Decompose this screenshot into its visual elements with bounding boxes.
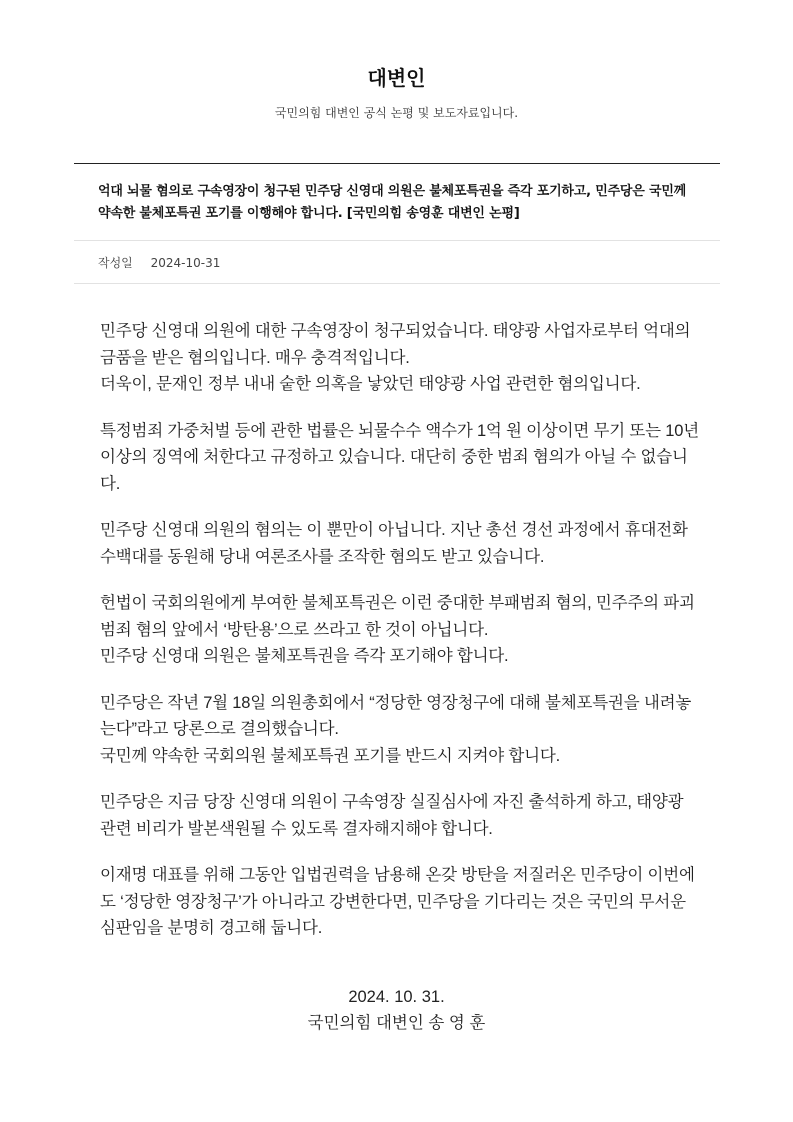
paragraph-6 xyxy=(100,789,700,842)
article-body xyxy=(100,318,700,962)
paragraph-line: 민주당은 지금 당장 신영대 의원이 구속영장 실질심사에 자진 출석하게 하고, 태양광 관련 비리가 발본색원될 수 있도록 결자해지해야 합니다. xyxy=(100,793,684,838)
page-subtitle: 국민의힘 대변인 공식 논평 및 보도자료입니다. xyxy=(274,106,519,120)
date-label: 작성일 xyxy=(98,256,133,270)
header-divider xyxy=(74,163,720,164)
paragraph-line: 더욱이, 문재인 정부 내내 숱한 의혹을 낳았던 태양광 사업 관련한 혐의입니다. xyxy=(100,375,641,393)
paragraph-7 xyxy=(100,862,700,942)
paragraph-line: 민주당 신영대 의원은 불체포특권을 즉각 포기해야 합니다. xyxy=(100,647,509,665)
article-title: 억대 뇌물 혐의로 구속영장이 청구된 민주당 신영대 의원은 불체포특권을 즉각 포기하고, 민주당은 국민께 약속한 불체포특권 포기를 이행해야 합니다. [국민의힘 송영훈 대변인 논평] xyxy=(98,184,687,221)
paragraph-2 xyxy=(100,418,700,498)
paragraph-1 xyxy=(100,318,700,398)
paragraph-5 xyxy=(100,690,700,770)
paragraph-line: 특정범죄 가중처벌 등에 관한 법률은 뇌물수수 액수가 1억 원 이상이면 무기 또는 10년 이상의 징역에 처한다고 규정하고 있습니다. 대단히 중한 범죄 혐의가 아닐 수 없습니다. xyxy=(100,421,699,493)
page-title: 대변인 xyxy=(367,66,426,90)
paragraph-line: 국민께 약속한 국회의원 불체포특권 포기를 반드시 지켜야 합니다. xyxy=(100,746,561,765)
paragraph-line: 민주당은 작년 7월 18일 의원총회에서 “정당한 영장청구에 대해 불체포특권을 내려놓는다”라고 당론으로 결의했습니다. xyxy=(100,693,692,738)
article-meta xyxy=(98,254,220,271)
paragraph-4 xyxy=(100,590,700,670)
signature-author: 국민의힘 대변인 송 영 훈 xyxy=(307,1014,486,1032)
title-divider xyxy=(74,240,720,241)
paragraph-line: 헌법이 국회의원에게 부여한 불체포특권은 이런 중대한 부패범죄 혐의, 민주주의 파괴 범죄 혐의 앞에서 ‘방탄용’으로 쓰라고 한 것이 아닙니다. xyxy=(100,594,695,639)
meta-divider xyxy=(74,283,720,284)
paragraph-line: 이재명 대표를 위해 그동안 입법권력을 남용해 온갖 방탄을 저질러온 민주당이 이번에도 ‘정당한 영장청구’가 아니라고 강변한다면, 민주당을 기다리는 것은 국민의 무서운 심판임을 분명히 경고해 둡니다. xyxy=(100,866,695,937)
date-value: 2024-10-31 xyxy=(150,256,221,270)
paragraph-3 xyxy=(100,517,700,570)
signature-block xyxy=(0,984,793,1036)
signature-date: 2024. 10. 31. xyxy=(348,988,445,1006)
paragraph-line: 민주당 신영대 의원의 혐의는 이 뿐만이 아닙니다. 지난 총선 경선 과정에서 휴대전화 수백대를 동원해 당내 여론조사를 조작한 혐의도 받고 있습니다. xyxy=(100,521,688,566)
paragraph-line: 민주당 신영대 의원에 대한 구속영장이 청구되었습니다. 태양광 사업자로부터 억대의 금품을 받은 혐의입니다. 매우 충격적입니다. xyxy=(100,322,691,367)
